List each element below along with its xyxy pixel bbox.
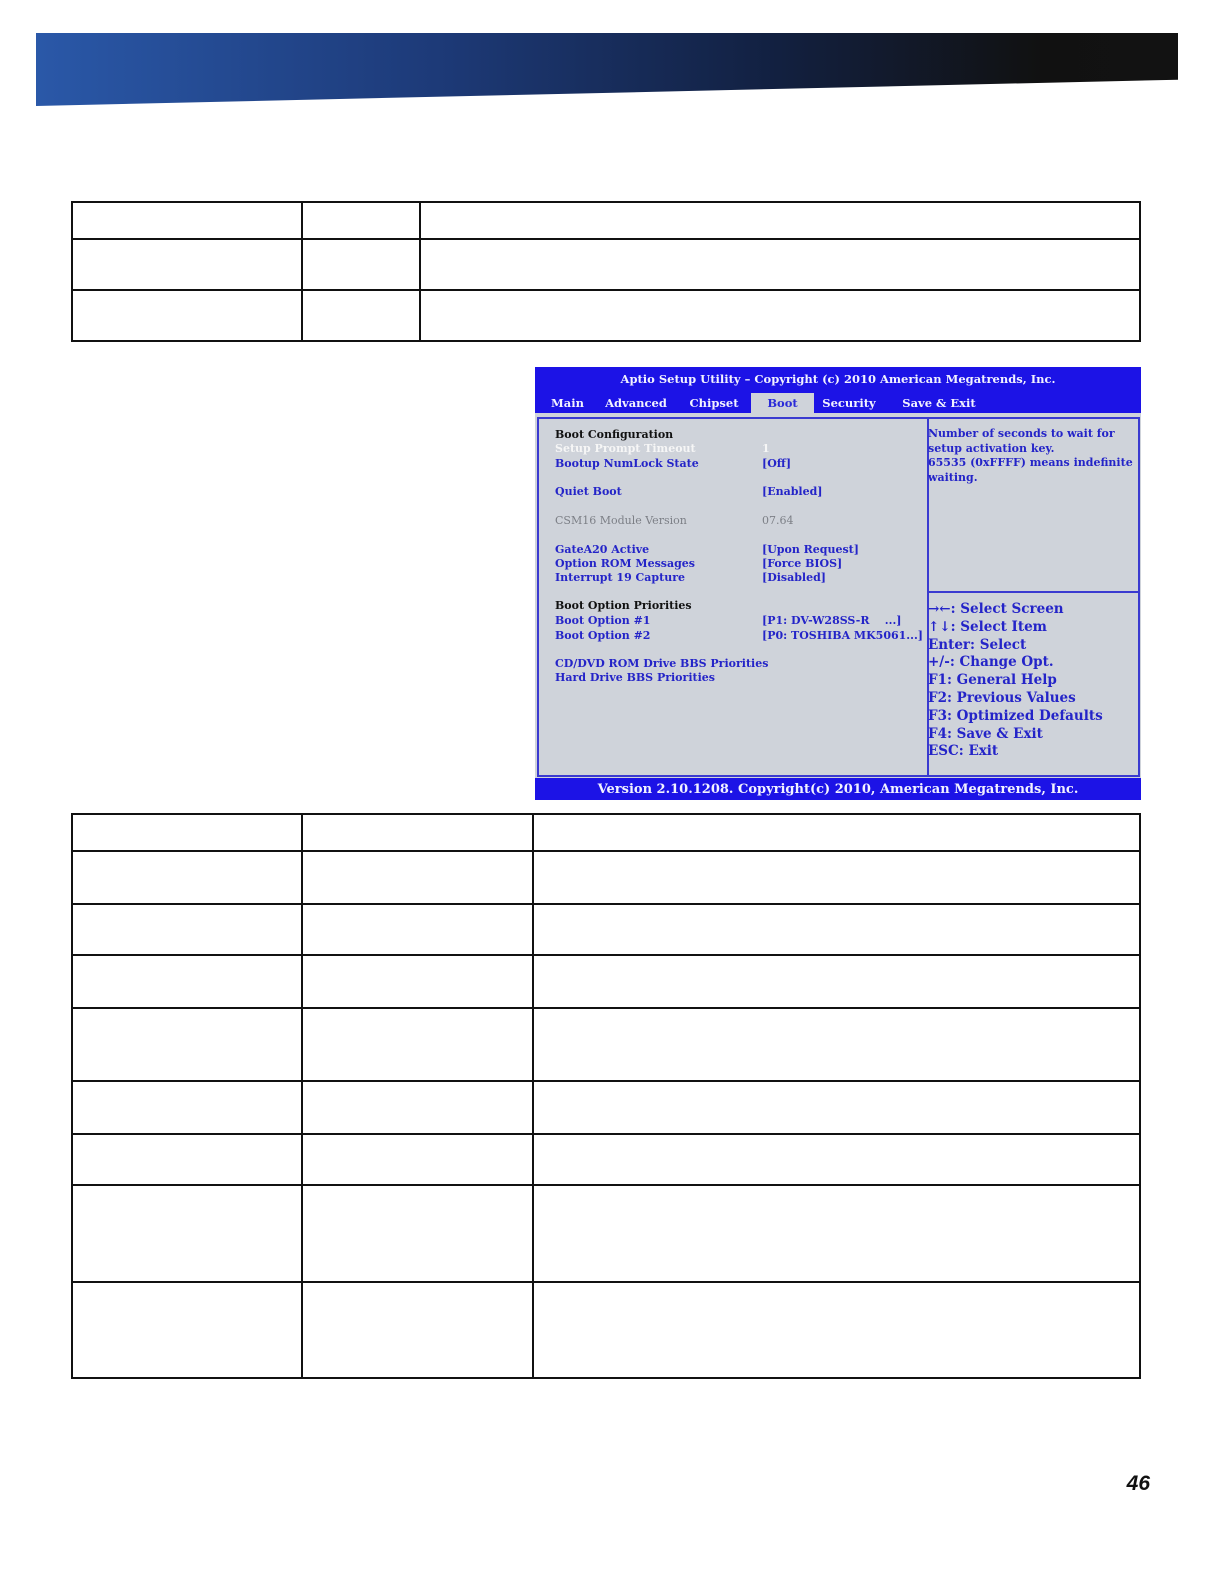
table-cell: [302, 904, 533, 955]
table-cell: [72, 904, 302, 955]
interrupt-19-capture-value[interactable]: [Disabled]: [762, 571, 827, 584]
top-table: [71, 201, 1141, 342]
table-cell: [72, 1185, 302, 1282]
table-cell: [302, 202, 420, 239]
option-rom-messages-label[interactable]: Option ROM Messages: [555, 557, 695, 570]
key-legend-item: ESC: Exit: [928, 743, 999, 760]
table-cell: [72, 1008, 302, 1081]
table-cell: [72, 290, 302, 341]
tab-save-exit[interactable]: Save & Exit: [902, 396, 976, 410]
boot-option-2-label[interactable]: Boot Option #2: [555, 629, 651, 642]
bios-setup-screenshot: [535, 367, 1141, 800]
bios-help-panel: [928, 427, 1138, 485]
quiet-boot-value[interactable]: [Enabled]: [762, 485, 823, 498]
bios-divider: [929, 591, 1138, 593]
table-cell: [302, 1008, 533, 1081]
gatea20-active-value[interactable]: [Upon Request]: [762, 543, 859, 556]
setup-prompt-timeout-label[interactable]: Setup Prompt Timeout: [555, 442, 696, 455]
table-cell: [533, 904, 1140, 955]
hard-drive-bbs-priorities-link[interactable]: Hard Drive BBS Priorities: [555, 671, 715, 684]
help-text-line: setup activation key.: [928, 441, 1055, 455]
tab-advanced[interactable]: Advanced: [605, 396, 667, 410]
tab-security[interactable]: Security: [822, 396, 876, 410]
table-cell: [533, 955, 1140, 1008]
bootup-numlock-state-value[interactable]: [Off]: [762, 457, 792, 470]
table-row: [72, 955, 1140, 1008]
table-row: [72, 1008, 1140, 1081]
table-cell: [533, 1008, 1140, 1081]
table-cell: [72, 1134, 302, 1185]
table-cell: [302, 1134, 533, 1185]
tab-main[interactable]: Main: [551, 396, 584, 410]
key-legend-item: F1: General Help: [928, 672, 1057, 689]
table-row: [72, 290, 1140, 341]
table-cell: [420, 239, 1140, 290]
bottom-table: [71, 813, 1141, 1379]
boot-configuration-heading: Boot Configuration: [555, 428, 674, 441]
table-row: [72, 1282, 1140, 1378]
tab-boot[interactable]: Boot: [751, 393, 814, 413]
table-row: [72, 814, 1140, 851]
bios-footer-bar: Version 2.10.1208. Copyright(c) 2010, American Megatrends, Inc.: [535, 778, 1141, 800]
key-legend-item: Enter: Select: [928, 636, 1027, 653]
csm16-module-version-label: CSM16 Module Version: [555, 514, 687, 527]
help-text-line: waiting.: [928, 470, 978, 484]
table-row: [72, 904, 1140, 955]
key-legend-item: ↑↓: Select Item: [928, 618, 1047, 635]
boot-option-1-label[interactable]: Boot Option #1: [555, 614, 651, 627]
gatea20-active-label[interactable]: GateA20 Active: [555, 543, 650, 556]
table-cell: [420, 290, 1140, 341]
key-legend-item: F2: Previous Values: [928, 689, 1076, 706]
table-cell: [302, 290, 420, 341]
tab-chipset[interactable]: Chipset: [689, 396, 739, 410]
boot-option-priorities-heading: Boot Option Priorities: [555, 599, 692, 612]
table-cell: [533, 1081, 1140, 1134]
page-number: 46: [1126, 1472, 1150, 1495]
setup-prompt-timeout-value[interactable]: 1: [762, 442, 770, 455]
key-legend-item: →←: Select Screen: [928, 601, 1064, 617]
bios-key-legend: [928, 601, 1138, 761]
table-row: [72, 1185, 1140, 1282]
table-cell: [302, 955, 533, 1008]
table-cell: [302, 1081, 533, 1134]
help-text-line: Number of seconds to wait for: [928, 427, 1115, 440]
table-cell: [72, 1282, 302, 1378]
table-row: [72, 202, 1140, 239]
key-legend-item: +/-: Change Opt.: [928, 654, 1054, 671]
table-cell: [302, 1282, 533, 1378]
option-rom-messages-value[interactable]: [Force BIOS]: [762, 557, 843, 570]
table-cell: [72, 1081, 302, 1134]
table-cell: [302, 851, 533, 904]
bios-title-bar: Aptio Setup Utility – Copyright (c) 2010 American Megatrends, Inc.: [535, 367, 1141, 391]
table-cell: [533, 1282, 1140, 1378]
bootup-numlock-state-label[interactable]: Bootup NumLock State: [555, 457, 699, 470]
table-cell: [72, 239, 302, 290]
quiet-boot-label[interactable]: Quiet Boot: [555, 485, 622, 498]
key-legend-item: F4: Save & Exit: [928, 725, 1043, 742]
table-cell: [72, 851, 302, 904]
table-cell: [533, 1185, 1140, 1282]
csm16-module-version-value: 07.64: [762, 514, 794, 527]
table-cell: [533, 851, 1140, 904]
help-text-line: 65535 (0xFFFF) means indefinite: [928, 456, 1133, 469]
table-cell: [533, 1134, 1140, 1185]
cd-dvd-bbs-priorities-link[interactable]: CD/DVD ROM Drive BBS Priorities: [555, 657, 769, 670]
table-cell: [533, 814, 1140, 851]
table-cell: [302, 239, 420, 290]
table-cell: [72, 955, 302, 1008]
interrupt-19-capture-label[interactable]: Interrupt 19 Capture: [555, 571, 685, 584]
table-row: [72, 1081, 1140, 1134]
bios-tab-bar: [535, 391, 1141, 413]
table-row: [72, 239, 1140, 290]
table-row: [72, 851, 1140, 904]
table-row: [72, 1134, 1140, 1185]
boot-option-2-value[interactable]: [P0: TOSHIBA MK5061...]: [762, 629, 923, 642]
table-cell: [72, 814, 302, 851]
header-banner: [36, 33, 1178, 106]
key-legend-item: F3: Optimized Defaults: [928, 707, 1103, 724]
table-cell: [72, 202, 302, 239]
table-cell: [420, 202, 1140, 239]
table-cell: [302, 1185, 533, 1282]
boot-option-1-value[interactable]: [P1: DV-W28SS-R ...]: [762, 614, 902, 627]
table-cell: [302, 814, 533, 851]
